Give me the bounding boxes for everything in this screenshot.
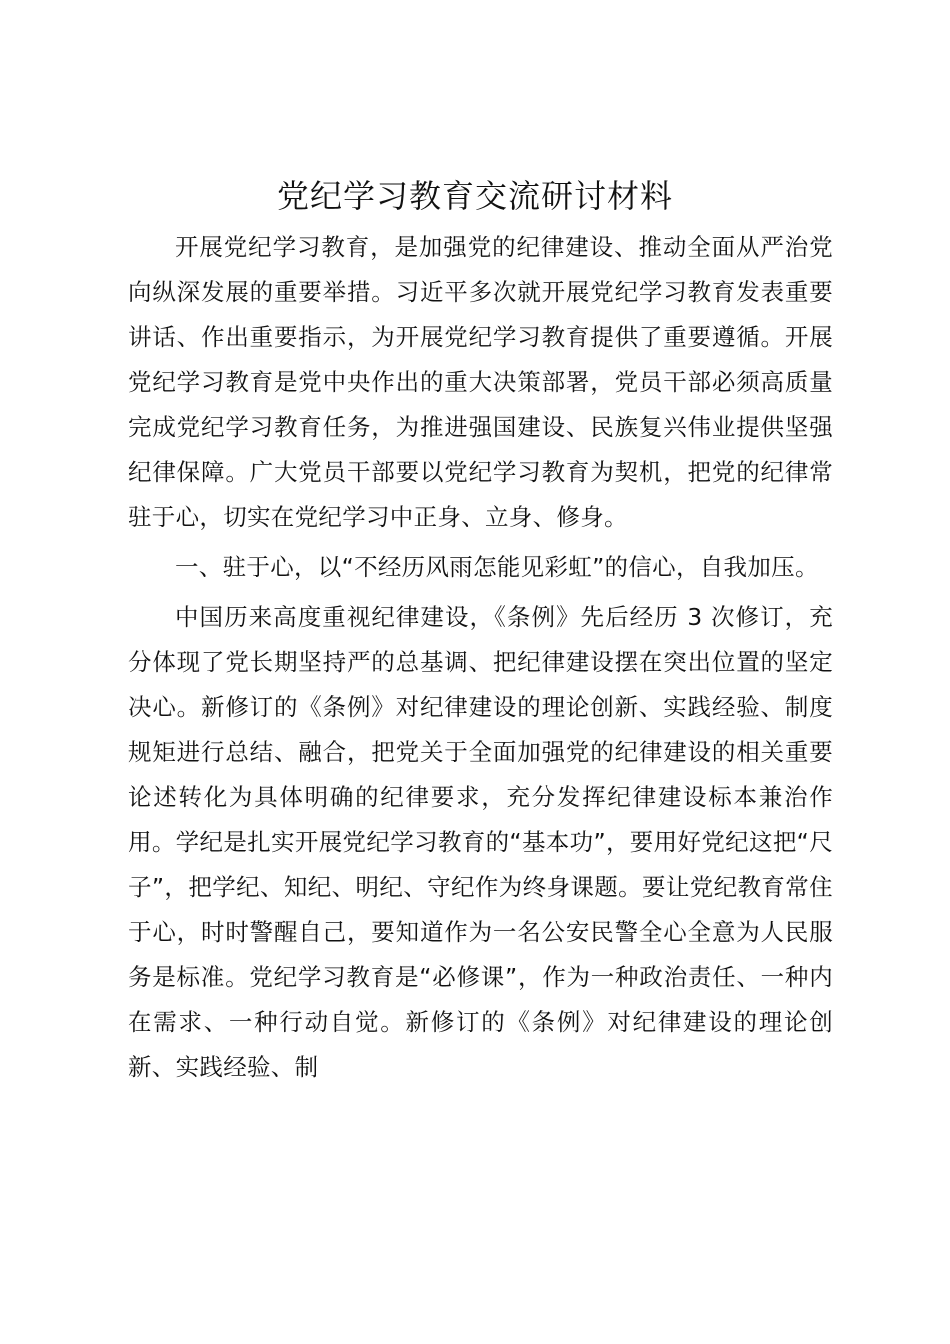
paragraph-section-1: 中国历来高度重视纪律建设，《条例》先后经历 3 次修订，充分体现了党长期坚持严的总基调、把纪律建设摆在突出位置的坚定决心。新修订的《条例》对纪律建设的理论创新、实践经验、制度规矩进行总结、融合，把党关于全面加强党的纪律建设的相关重要论述转化为具体明确的纪律要求，充分发挥纪律建设标本兼治作用。学纪是扎实开展党纪学习教育的“基本功”，要用好党纪这把“尺子”，把学纪、知纪、明纪、守纪作为终身课题。要让党纪教育常住于心，时时警醒自己，要知道作为一名公安民警全心全意为人民服务是标准。党纪学习教育是“必修课”，作为一种政治责任、一种内在需求、一种行动自觉。新修订的《条例》对纪律建设的理论创新、实践经验、制 [128,603,833,1081]
paragraph-intro: 开展党纪学习教育，是加强党的纪律建设、推动全面从严治党向纵深发展的重要举措。习近平多次就开展党纪学习教育发表重要讲话、作出重要指示，为开展党纪学习教育提供了重要遵循。开展党纪学习教育是党中央作出的重大决策部署，党员干部必须高质量完成党纪学习教育任务，为推进强国建设、民族复兴伟业提供坚强纪律保障。广大党员干部要以党纪学习教育为契机，把党的纪律常驻于心，切实在党纪学习中正身、立身、修身。 [128,233,833,531]
document-body [128,225,833,1090]
section-heading-1: 一、驻于心，以“不经历风雨怎能见彩虹”的信心，自我加压。 [175,553,819,581]
document-title: 党纪学习教育交流研讨材料 [276,177,673,215]
